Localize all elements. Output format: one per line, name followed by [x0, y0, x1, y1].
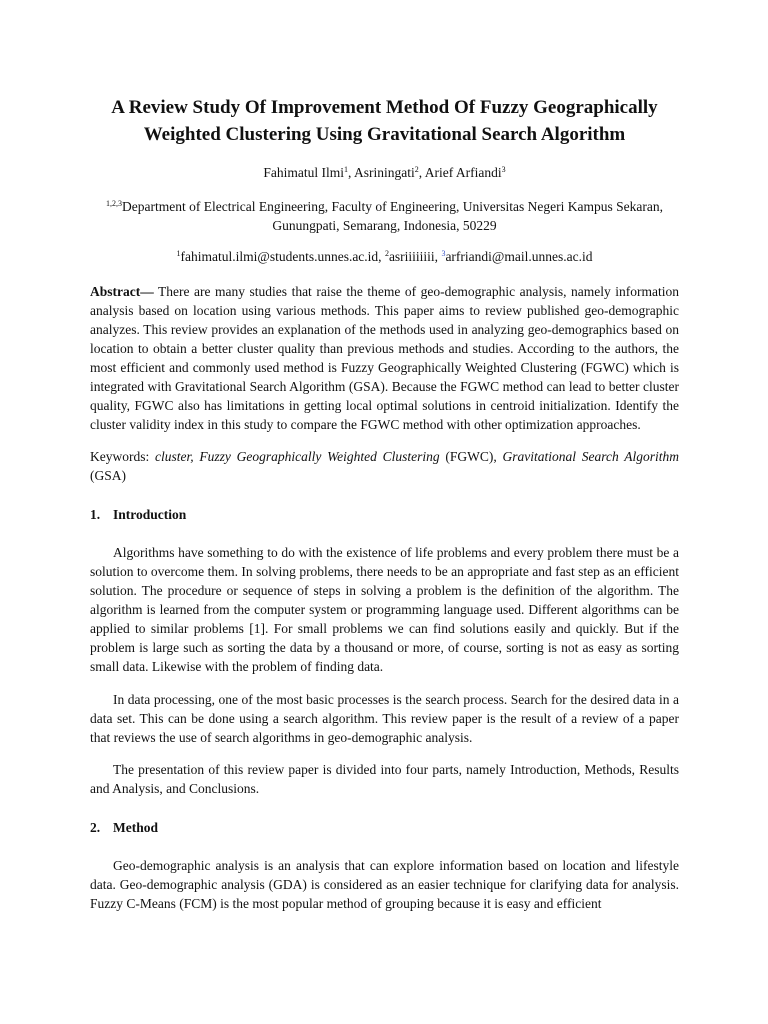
- email-1-sup: 1: [176, 249, 181, 258]
- abstract-label: Abstract—: [90, 284, 154, 299]
- email-2-sup: 2: [384, 249, 389, 258]
- email-3: arfriandi@mail.unnes.ac.id: [445, 249, 593, 264]
- section-heading-method: [90, 819, 679, 837]
- paragraph: The presentation of this review paper is divided into four parts, namely Introduction, Methods, Results and Analysis, and Conclusions.: [90, 762, 679, 796]
- abstract-text: There are many studies that raise the theme of geo-demographic analysis, namely information analysis based on location using various methods. This paper aims to review published geo-demographic analyzes. This review provides an explanation of the methods used in analyzing geo-demographics based on location to obtain a better cluster quality than previous methods and studies. According to the authors, the most efficient and commonly used method is Fuzzy Geographically Weighted Clustering (FGWC) which is integrated with Gravitational Search Algorithm (GSA). Because the FGWC method can lead to better cluster quality, FGWC also has limitations in getting local optimal solutions in centroid initialization. Identify the cluster validity index in this study to compare the FGWC method with other optimization approaches.: [90, 284, 679, 432]
- keyword-1-abbr: (FGWC),: [439, 449, 503, 464]
- section-number: 2.: [90, 820, 101, 835]
- email-list: [90, 248, 679, 266]
- email-3-sup: 3: [441, 249, 446, 258]
- paragraph: Geo-demographic analysis is an analysis that can explore information based on location and lifestyle data. Geo-demographic analysis (GDA) is considered as an easier technique for clarifying data for analysis. Fuzzy C-Means (FCM) is the most popular method of grouping because it is easy and efficient: [90, 858, 679, 911]
- author-separator: ,: [418, 165, 425, 180]
- author-separator: ,: [347, 165, 354, 180]
- author-2-sup: 2: [414, 165, 419, 174]
- author-2: Asriningati: [354, 165, 415, 180]
- keywords-label: Keywords:: [90, 449, 155, 464]
- author-3: Arief Arfiandi: [424, 165, 502, 180]
- author-1: Fahimatul Ilmi: [263, 165, 344, 180]
- keywords: [90, 447, 679, 485]
- paper-title: A Review Study Of Improvement Method Of Fuzzy Geographically Weighted Clustering Using Gravitational Search Algorithm: [111, 97, 658, 145]
- email-1: fahimatul.ilmi@students.unnes.ac.id,: [180, 249, 385, 264]
- author-list: [90, 164, 679, 182]
- paragraph: In data processing, one of the most basic processes is the search process. Search for the desired data in a data set. This can be done using a search algorithm. This review paper is the result of a review of a paper that reviews the use of search algorithms in geo-demographic analysis.: [90, 691, 679, 745]
- author-1-sup: 1: [343, 165, 348, 174]
- section-title: Introduction: [113, 507, 187, 522]
- keyword-1: cluster, Fuzzy Geographically Weighted Clustering: [155, 449, 440, 464]
- keyword-2-abbr: (GSA): [90, 468, 126, 483]
- keyword-2: Gravitational Search Algorithm: [502, 449, 679, 464]
- affiliation: [90, 197, 679, 235]
- affiliation-sup: 1,2,3: [106, 199, 123, 208]
- email-2: asriiiiiiii,: [388, 249, 442, 264]
- section-number: 1.: [90, 507, 101, 522]
- paragraph: Algorithms have something to do with the existence of life problems and every problem there must be a solution to overcome them. In solving problems, there needs to be an appropriate and fast step as an efficient solution. The procedure or sequence of steps in solving a problem is the definition of the algorithm. The algorithm is learned from the computer system or programming language used. Different algorithms can be applied to similar problems [1]. For small problems we can find solutions easily and quickly. But if the problem is large such as sorting the data by a thousand or more, of course, sorting is not as easy as sorting small data. Likewise with the problem of finding data.: [90, 545, 679, 674]
- section-title: Method: [113, 820, 158, 835]
- author-3-sup: 3: [501, 165, 506, 174]
- section-heading-introduction: [90, 506, 679, 524]
- affiliation-text: Department of Electrical Engineering, Faculty of Engineering, Universitas Negeri Kampus Sekaran, Gunungpati, Semarang, Indonesia, 50229: [122, 199, 663, 233]
- abstract: [90, 282, 679, 434]
